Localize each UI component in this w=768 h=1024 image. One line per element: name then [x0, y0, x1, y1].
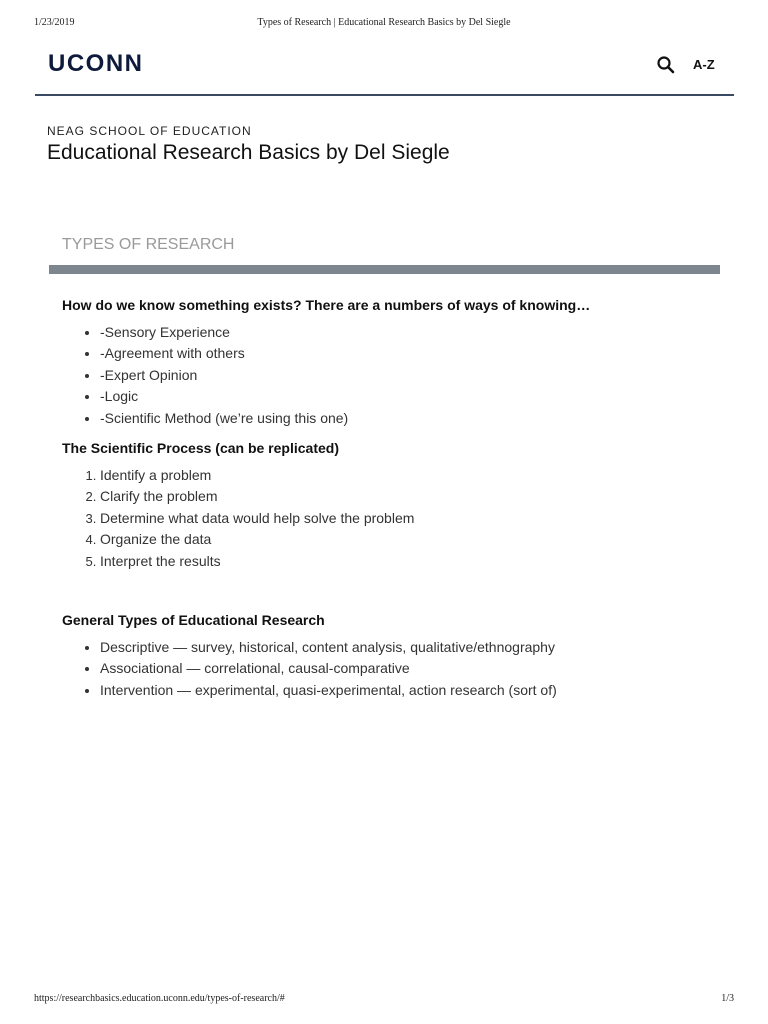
site-header	[35, 48, 734, 96]
research-types-heading: General Types of Educational Research	[62, 612, 325, 629]
list-item: • Associational — correlational, causal-comparative	[100, 658, 722, 679]
article-content	[62, 297, 722, 701]
scientific-steps-list	[62, 465, 722, 572]
section-divider-bar	[49, 265, 720, 274]
print-header	[0, 17, 768, 33]
a-z-link[interactable]: A-Z	[693, 57, 715, 72]
site-title[interactable]: Educational Research Basics by Del Siegle	[47, 141, 450, 164]
uconn-logo[interactable]: UCONN	[48, 50, 144, 77]
list-item: 4. Organize the data	[100, 529, 722, 550]
list-item: • -Scientific Method (we’re using this one)	[100, 408, 722, 429]
list-item: • Descriptive — survey, historical, content analysis, qualitative/ethnography	[100, 637, 722, 658]
ways-of-knowing-list	[62, 322, 722, 429]
search-icon[interactable]	[656, 55, 676, 75]
school-name[interactable]: NEAG SCHOOL OF EDUCATION	[47, 124, 252, 138]
list-item: • -Sensory Experience	[100, 322, 722, 343]
list-item: • -Logic	[100, 386, 722, 407]
list-item: • -Agreement with others	[100, 343, 722, 364]
list-item: • -Expert Opinion	[100, 365, 722, 386]
scientific-process-heading: The Scientific Process (can be replicated)	[62, 440, 339, 457]
page-title: TYPES OF RESEARCH	[62, 236, 235, 253]
print-title: Types of Research | Educational Research Basics by Del Siegle	[257, 17, 511, 28]
page-number: 1/3	[721, 993, 734, 1004]
research-types-list	[62, 637, 722, 701]
print-date: 1/23/2019	[34, 17, 75, 28]
list-item: 3. Determine what data would help solve the problem	[100, 508, 722, 529]
list-item: 5. Interpret the results	[100, 551, 722, 572]
intro-question: How do we know something exists? There are a numbers of ways of knowing…	[62, 297, 591, 313]
list-item: • Intervention — experimental, quasi-experimental, action research (sort of)	[100, 680, 722, 701]
list-item: 2. Clarify the problem	[100, 486, 722, 507]
print-footer	[0, 993, 768, 1009]
list-item: 1. Identify a problem	[100, 465, 722, 486]
print-url: https://researchbasics.education.uconn.edu/types-of-research/#	[34, 993, 285, 1004]
